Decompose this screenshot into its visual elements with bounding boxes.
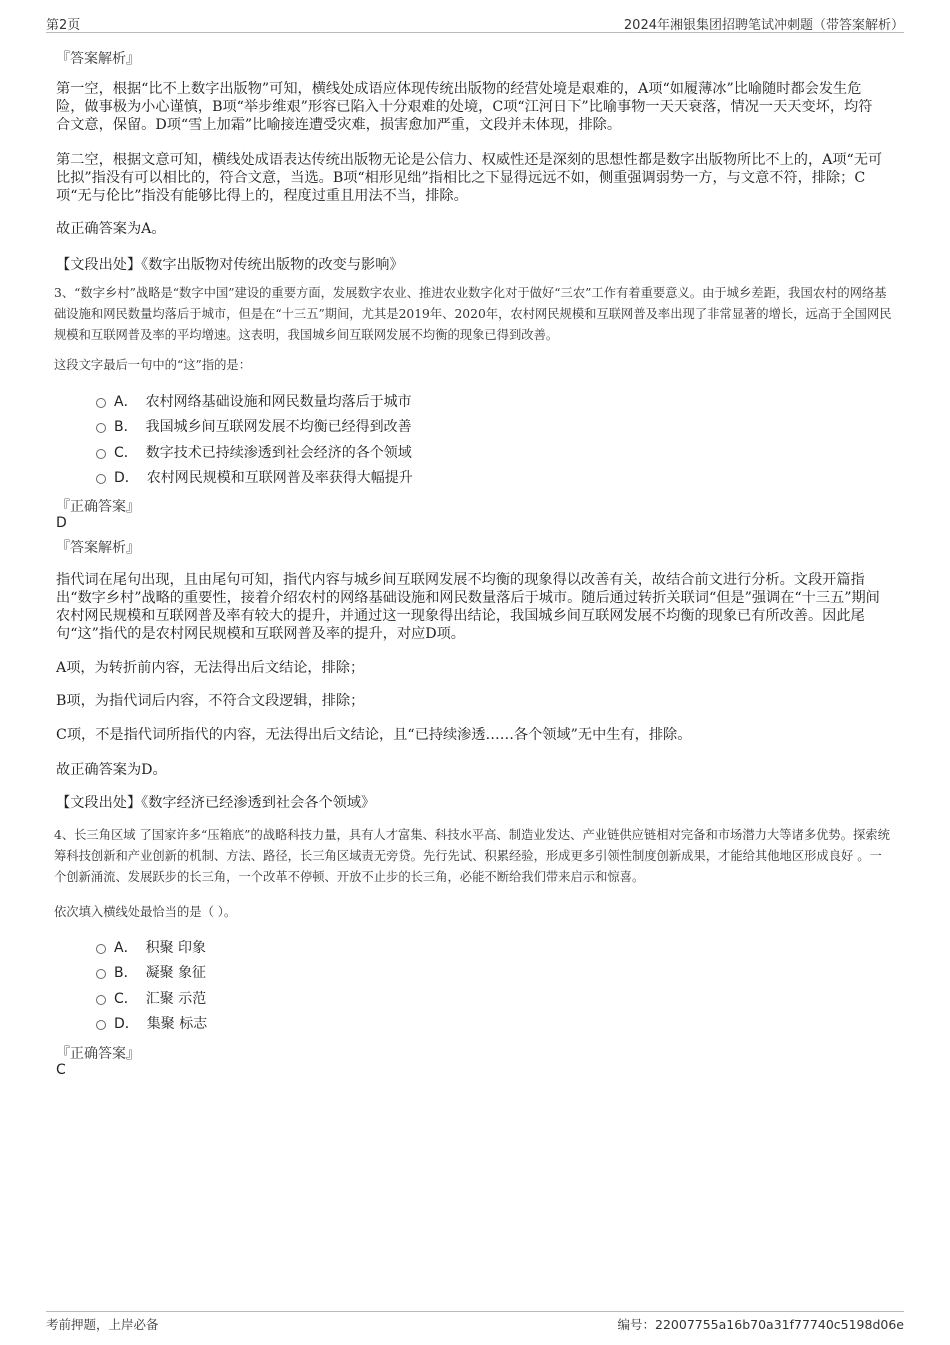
- q4-correct-answer: C: [56, 1062, 66, 1078]
- q4-option-a[interactable]: [96, 934, 207, 960]
- q3-options: [96, 388, 413, 490]
- q3-analysis-b: B项，为指代词后内容，不符合文段逻辑，排除；: [56, 693, 365, 709]
- q3-analysis-c: C项，不是指代词所指代的内容，无法得出后文结论，且“已持续渗透……各个领域”无中生有，排除。: [56, 727, 692, 743]
- option-letter: A．: [114, 393, 138, 410]
- radio-icon[interactable]: [96, 398, 106, 408]
- option-text: 农村网络基础设施和网民数量均落后于城市: [145, 393, 412, 410]
- q4-stem: 4、长三角区域 了国家许多“压箱底”的战略科技力量，具有人才富集、科技水平高、制造业发达、产业链供应链相对完备和市场潜力大等诸多优势。探索统筹科技创新和产业创新的机制、方法、路径，长三角区域责无旁贷。先行先试、积累经验，形成更多引领性制度创新成果，才能给其他地区形成良好 。一个创新涌流、发展跃步的长三角，一个改革不停顿、开放不止步的长三角，必能不断给我们带来启示和惊喜。: [54, 828, 890, 884]
- q4-correct-label: 『正确答案』: [56, 1046, 140, 1062]
- q2-analysis-label: 『答案解析』: [56, 51, 140, 67]
- q2-analysis-paragraph-2: 第二空，根据文意可知，横线处成语表达传统出版物无论是公信力、权威性还是深刻的思想性都是数字出版物所比不上的，A项“无可比拟”指没有可以相比的，符合文意，当选。B项“相形见绌”指相比之下显得远远不如，侧重强调弱势一方，与文意不符，排除；C项“无与伦比”指没有能够比得上的，程度过重且用法不当，排除。: [56, 152, 883, 204]
- q4-option-b[interactable]: [96, 960, 207, 986]
- q3-prompt: 这段文字最后一句中的“这”指的是：: [54, 358, 252, 372]
- radio-icon[interactable]: [96, 1020, 106, 1030]
- q3-stem: 3、“数字乡村”战略是“数字中国”建设的重要方面，发展数字农业、推进农业数字化对于做好“三农”工作有着重要意义。由于城乡差距，我国农村的网络基础设施和网民数量均落后于城市，但是在“十三五”期间，尤其是2019年、2020年，农村网民规模和互联网普及率出现了非常显著的增长，远高于全国网民规模和互联网普及率的平均增速。这表明，我国城乡间互联网发展不均衡的现象已得到改善。: [54, 286, 892, 342]
- radio-icon[interactable]: [96, 969, 106, 979]
- q3-option-b[interactable]: [96, 414, 413, 440]
- radio-icon[interactable]: [96, 995, 106, 1005]
- option-text: 集聚 标志: [146, 1016, 208, 1033]
- option-letter: A．: [114, 939, 138, 956]
- option-text: 积聚 印象: [145, 939, 207, 956]
- q3-conclusion: 故正确答案为D。: [56, 762, 167, 778]
- page-footer: [46, 1311, 904, 1336]
- q3-correct-label: 『正确答案』: [56, 499, 140, 515]
- q4-option-d[interactable]: [96, 1011, 207, 1037]
- page-header: [46, 12, 904, 33]
- radio-icon[interactable]: [96, 944, 106, 954]
- q3-analysis-a: A项，为转折前内容，无法得出后文结论，排除；: [56, 660, 365, 676]
- q4-option-c[interactable]: [96, 985, 207, 1011]
- q3-analysis-label: 『答案解析』: [56, 540, 140, 556]
- radio-icon[interactable]: [96, 423, 106, 433]
- option-letter: C．: [114, 990, 138, 1007]
- option-letter: C．: [114, 444, 138, 461]
- option-letter: B．: [114, 965, 138, 982]
- option-text: 凝聚 象征: [145, 965, 207, 982]
- q2-conclusion: 故正确答案为A。: [56, 221, 166, 237]
- document-title: 2024年湘银集团招聘笔试冲刺题（带答案解析）: [623, 18, 904, 33]
- option-text: 我国城乡间互联网发展不均衡已经得到改善: [145, 419, 412, 436]
- radio-icon[interactable]: [96, 449, 106, 459]
- q3-option-a[interactable]: [96, 388, 413, 414]
- option-text: 汇聚 示范: [145, 990, 207, 1007]
- radio-icon[interactable]: [96, 474, 106, 484]
- option-letter: B．: [114, 419, 138, 436]
- q3-correct-answer: D: [56, 515, 67, 531]
- q3-source: 【文段出处】《数字经济已经渗透到社会各个领域》: [56, 795, 376, 811]
- q3-analysis-paragraph: 指代词在尾句出现，且由尾句可知，指代内容与城乡间互联网发展不均衡的现象得以改善有关，故结合前文进行分析。文段开篇指出“数字乡村”战略的重要性，接着介绍农村的网络基础设施和网民数量落后于城市。随后通过转折关联词“但是”强调在“十三五”期间农村网民规模和互联网普及率有较大的提升，并通过这一现象得出结论，我国城乡间互联网发展不均衡的现象已有所改善。因此尾句“这”指代的是农村网民规模和互联网普及率的提升，对应D项。: [56, 572, 880, 642]
- q2-analysis-paragraph-1: 第一空，根据“比不上数字出版物”可知，横线处成语应体现传统出版物的经营处境是艰难的，A项“如履薄冰”比喻随时都会发生危险，做事极为小心谨慎，B项“举步维艰”形容已陷入十分艰难的处境，C项“江河日下”比喻事物一天天衰落，情况一天天变坏，均符合文意，保留。D项“雪上加霜”比喻接连遭受灾难，损害愈加严重，文段并未体现，排除。: [56, 81, 873, 133]
- option-letter: D．: [114, 470, 139, 487]
- q2-source: 【文段出处】《数字出版物对传统出版物的改变与影响》: [56, 257, 404, 273]
- option-text: 数字技术已持续渗透到社会经济的各个领域: [145, 444, 412, 461]
- q3-option-c[interactable]: [96, 439, 413, 465]
- page-number: 第2页: [46, 18, 81, 33]
- document-id: 编号：22007755a16b70a31f77740c5198d06e: [617, 1317, 904, 1332]
- q4-options: [96, 934, 207, 1036]
- footer-slogan: 考前押题，上岸必备: [46, 1317, 159, 1332]
- option-text: 农村网民规模和互联网普及率获得大幅提升: [146, 470, 413, 487]
- option-letter: D．: [114, 1016, 139, 1033]
- q3-option-d[interactable]: [96, 465, 413, 491]
- q4-prompt: 依次填入横线处最恰当的是（ ）。: [54, 905, 237, 919]
